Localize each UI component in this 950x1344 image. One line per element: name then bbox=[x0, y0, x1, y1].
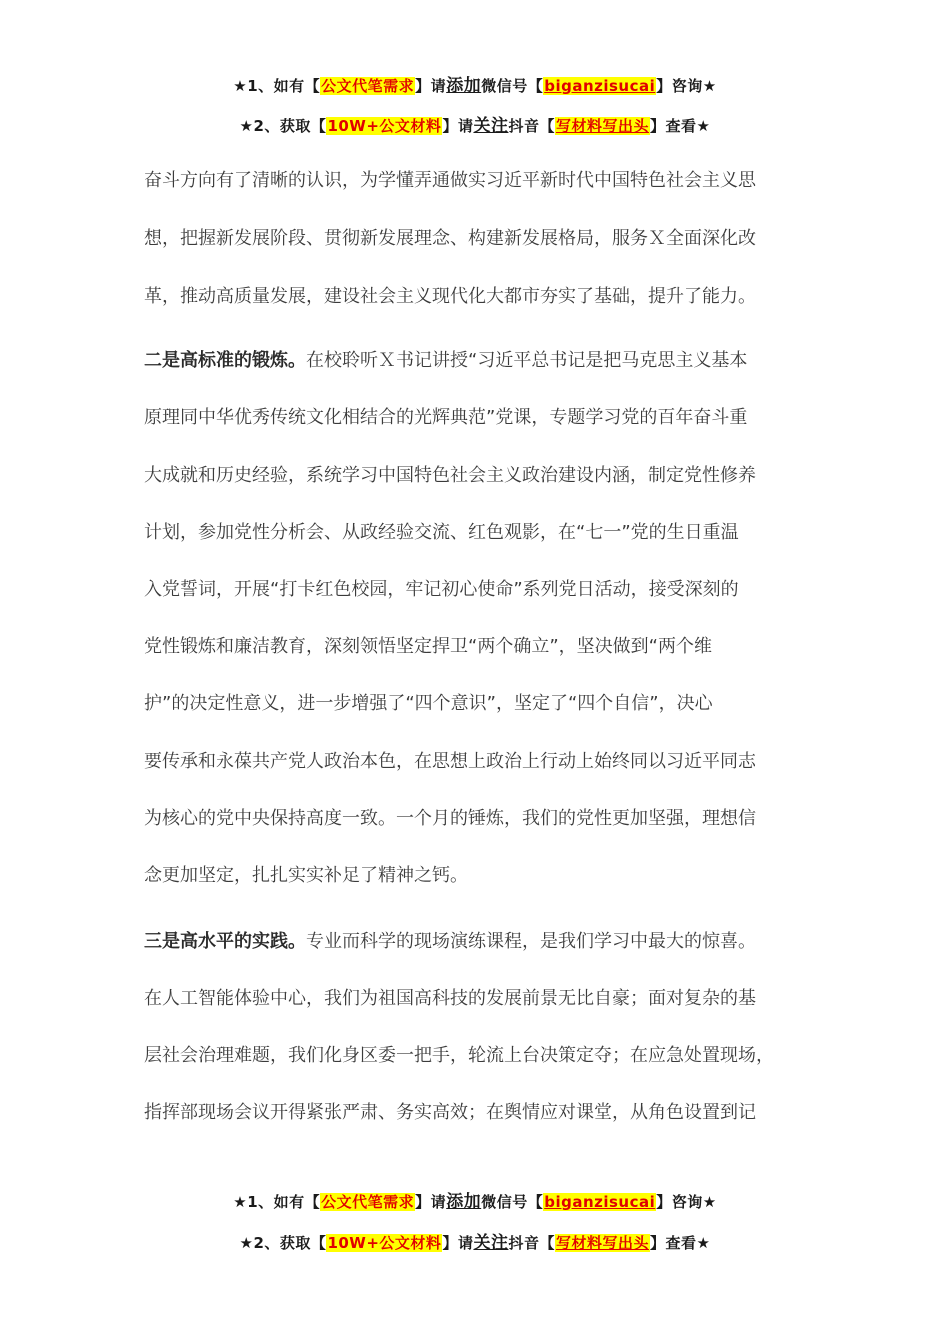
emphasis-word: 添加 bbox=[446, 76, 482, 96]
bottom-banner-line-2 bbox=[0, 1228, 950, 1253]
highlight-keyword: 公文代笔需求 bbox=[321, 1193, 415, 1211]
body-line: 指挥部现场会议开得紧张严肃、务实高效；在舆情应对课堂，从角色设置到记 bbox=[144, 1102, 756, 1123]
banner-text: 】请 bbox=[415, 77, 447, 95]
banner-text: ★2、获取【 bbox=[239, 1234, 327, 1252]
body-text: 专业而科学的现场演练课程，是我们学习中最大的惊喜。 bbox=[306, 931, 756, 952]
wechat-id: biganzisucai bbox=[544, 1193, 656, 1211]
body-line: 为核心的党中央保持高度一致。一个月的锤炼，我们的党性更加坚强，理想信 bbox=[144, 808, 756, 829]
body-text: 在校聆听Ｘ书记讲授“习近平总书记是把马克思主义基本 bbox=[306, 350, 748, 371]
body-line: 护”的决定性意义，进一步增强了“四个意识”，坚定了“四个自信”，决心 bbox=[144, 693, 713, 714]
douyin-account: 写材料写出头 bbox=[555, 1234, 649, 1252]
body-line: 要传承和永葆共产党人政治本色，在思想上政治上行动上始终同以习近平同志 bbox=[144, 751, 756, 772]
banner-text: 】咨询★ bbox=[656, 1193, 717, 1211]
body-line: 党性锻炼和廉洁教育，深刻领悟坚定捍卫“两个确立”，坚决做到“两个维 bbox=[144, 636, 712, 657]
top-banner-line-1 bbox=[0, 71, 950, 96]
banner-text: 】查看★ bbox=[649, 117, 711, 135]
body-line: 大成就和历史经验，系统学习中国特色社会主义政治建设内涵，制定党性修养 bbox=[144, 465, 756, 486]
banner-text: ★1、如有【 bbox=[233, 77, 321, 95]
body-line: 原理同中华优秀传统文化相结合的光辉典范”党课，专题学习党的百年奋斗重 bbox=[144, 407, 748, 428]
section-heading: 二是高标准的锻炼。 bbox=[144, 350, 306, 371]
banner-text: ★2、获取【 bbox=[239, 117, 327, 135]
douyin-account: 写材料写出头 bbox=[555, 117, 649, 135]
banner-text: 微信号【 bbox=[481, 1193, 544, 1211]
body-line: 层社会治理难题，我们化身区委一把手，轮流上台决策定夺；在应急处置现场， bbox=[144, 1045, 774, 1066]
body-line: 想，把握新发展阶段、贯彻新发展理念、构建新发展格局，服务Ｘ全面深化改 bbox=[144, 228, 756, 249]
body-line: 计划，参加党性分析会、从政经验交流、红色观影，在“七一”党的生日重温 bbox=[144, 522, 739, 543]
banner-text: 抖音【 bbox=[508, 1234, 555, 1252]
emphasis-word: 关注 bbox=[473, 1233, 509, 1253]
body-line: 革，推动高质量发展，建设社会主义现代化大都市夯实了基础，提升了能力。 bbox=[144, 286, 756, 307]
highlight-keyword: 10W+公文材料 bbox=[327, 117, 442, 135]
banner-text: 】请 bbox=[415, 1193, 447, 1211]
banner-text: 】请 bbox=[442, 1234, 474, 1252]
top-banner-line-2 bbox=[0, 111, 950, 136]
highlight-keyword: 10W+公文材料 bbox=[327, 1234, 442, 1252]
banner-text: ★1、如有【 bbox=[233, 1193, 321, 1211]
banner-text: 微信号【 bbox=[481, 77, 544, 95]
body-line-with-heading bbox=[144, 930, 756, 954]
section-heading: 三是高水平的实践。 bbox=[144, 931, 306, 952]
body-line: 奋斗方向有了清晰的认识，为学懂弄通做实习近平新时代中国特色社会主义思 bbox=[144, 170, 756, 191]
bottom-banner-line-1 bbox=[0, 1187, 950, 1212]
banner-text: 】请 bbox=[442, 117, 474, 135]
wechat-id: biganzisucai bbox=[544, 77, 656, 95]
banner-text: 】查看★ bbox=[649, 1234, 711, 1252]
banner-text: 】咨询★ bbox=[656, 77, 717, 95]
body-line-with-heading bbox=[144, 349, 747, 373]
emphasis-word: 添加 bbox=[446, 1192, 482, 1212]
emphasis-word: 关注 bbox=[473, 116, 509, 136]
body-line: 入党誓词，开展“打卡红色校园，牢记初心使命”系列党日活动，接受深刻的 bbox=[144, 579, 739, 600]
banner-text: 抖音【 bbox=[508, 117, 555, 135]
highlight-keyword: 公文代笔需求 bbox=[321, 77, 415, 95]
body-line: 念更加坚定，扎扎实实补足了精神之钙。 bbox=[144, 865, 468, 886]
body-line: 在人工智能体验中心，我们为祖国高科技的发展前景无比自豪；面对复杂的基 bbox=[144, 988, 756, 1009]
